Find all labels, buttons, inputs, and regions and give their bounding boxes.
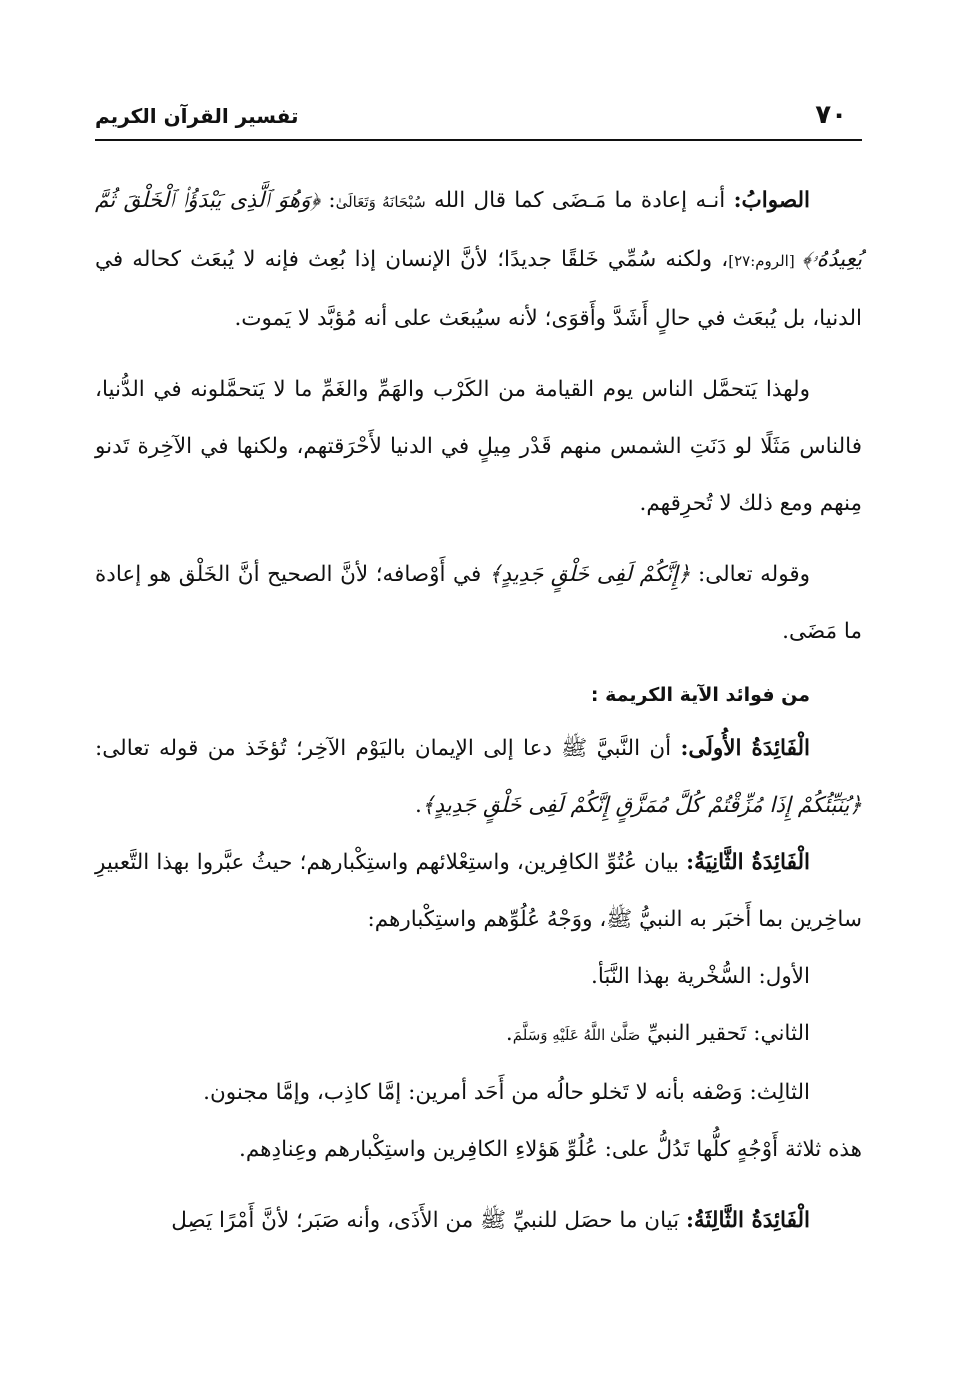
page-number: ٧٠ [815,100,847,130]
header-divider [95,139,862,141]
paragraph-correct-view [95,172,862,347]
honorific-text: سُبْحَانَهُ وَتَعَالَىٰ [335,193,426,211]
benefit-second-point-two [95,1005,862,1064]
benefit-text: . [415,793,422,818]
benefit-second-summary: هذه ثلاثة أَوْجُهٍ كلُّها تَدُلُّ على: عُلُوِّ هَؤلاءِ الكافِرين واستِكْبارهم وعِنادِهم. [239,1137,862,1162]
paragraph-text: في أَوْصافه؛ لأنَّ الصحيح أنَّ الخَلْق هو إعادة ما مَضَى. [95,562,862,644]
honorific-text: صَلَّىٰ اللَّهُ عَلَيْهِ وَسَلَّمَ [512,1026,641,1044]
point-text: الثاني: تَحقير النبيِّ [640,1021,810,1046]
benefit-second-point-one: الأول: السُّخْرية بهذا النَّبَأ. [591,964,810,989]
verse-reference: [الروم:٢٧] [728,252,802,270]
paragraph-lead: الصوابُ: [733,188,810,213]
benefit-text: بيان عُتُوِّ الكافِرين، واستِعْلائهم واستِكْبارهم؛ حيثُ عبَّروا بهذا التَّعبيرِ ساخِرين بما أَخبَر به النبيُّ ﷺ، ووَجْهُ عُلُوِّهم واستِكْبارهم: [95,850,862,932]
benefit-lead: الْفَائِدَةُ الثَّانِيَةُ: [686,850,810,875]
paragraph-text: : [320,188,336,213]
quran-verse: ﴿إِنَّكُمْ لَفِى خَلْقٍ جَدِيدٍ﴾ [488,562,691,587]
paragraph-day-of-judgment: ولهذا يَتحمَّل الناس يوم القيامة من الكَرْب والهَمِّ والغَمِّ ما لا يَتحمَّلونه في الدُّنيا، فالناس مَثَلًا لو دَنَتِ الشمس منهم قَدْر مِيلٍ في الدنيا لأَحْرَقتهم، ولكنها في الآخِرة تَدنو مِنهم ومع ذلك لا تُحرِقهم. [95,377,862,516]
benefits-heading: من فوائد الآية الكريمة : [590,684,810,706]
benefit-second-point-three: الثالِث: وَصْفه بأنه لا تَخلو حالُه من أَحَد أمرين: إمَّا كاذِب، وإمَّا مجنون. [203,1080,810,1105]
quran-verse: ﴿يُنَبِّئُكُمْ إِذَا مُزِّقْتُمْ كُلَّ مُمَزَّقٍ إِنَّكُمْ لَفِى خَلْقٍ جَدِيدٍ﴾ [421,793,862,818]
paragraph-text: وقوله تعالى: [690,562,810,587]
benefit-first [95,720,862,834]
benefit-lead: الْفَائِدَةُ الأُولَى: [680,736,811,761]
paragraph-text: ، ولكنه سُمِّي خَلقًا جديدًا؛ لأنَّ الإنسان إذا بُعِث فإنه لا يُبعَث كحاله في الدنيا، بل يُبعَث في حالٍ أَشَدَّ وأَقوَى؛ لأنه سيُبعَث على أنه مُؤبَّد لا يَموت. [95,247,862,331]
benefit-text: بَيان ما حصَل للنبيِّ ﷺ من الأَذَى، وأنه صَبَر؛ لأنَّ أَمْرًا يَصِل [171,1208,686,1233]
point-text: . [505,1021,513,1046]
quran-verse: ﴿وَهُوَ ٱلَّذِى يَبْدَؤُا۟ ٱلْخَلْقَ ثُمَّ يُعِيدُهُۥ﴾ [95,188,863,272]
paragraph-new-creation [95,546,862,660]
benefit-second [95,834,862,948]
paragraph-text: أنـه إعادة ما مَـضَى كما قال الله [425,188,734,213]
page-header [95,98,847,138]
page-body [95,172,862,1249]
benefit-lead: الْفَائِدَةُ الثَّالِثَةُ: [685,1208,810,1233]
benefit-third [95,1192,862,1249]
benefit-text: أن النَّبيَّ ﷺ دعا إلى الإيمان باليَوْم الآخِر؛ تُؤخَذ من قوله تعالى: [95,736,681,761]
running-title: تفسير القرآن الكريم [95,104,299,128]
